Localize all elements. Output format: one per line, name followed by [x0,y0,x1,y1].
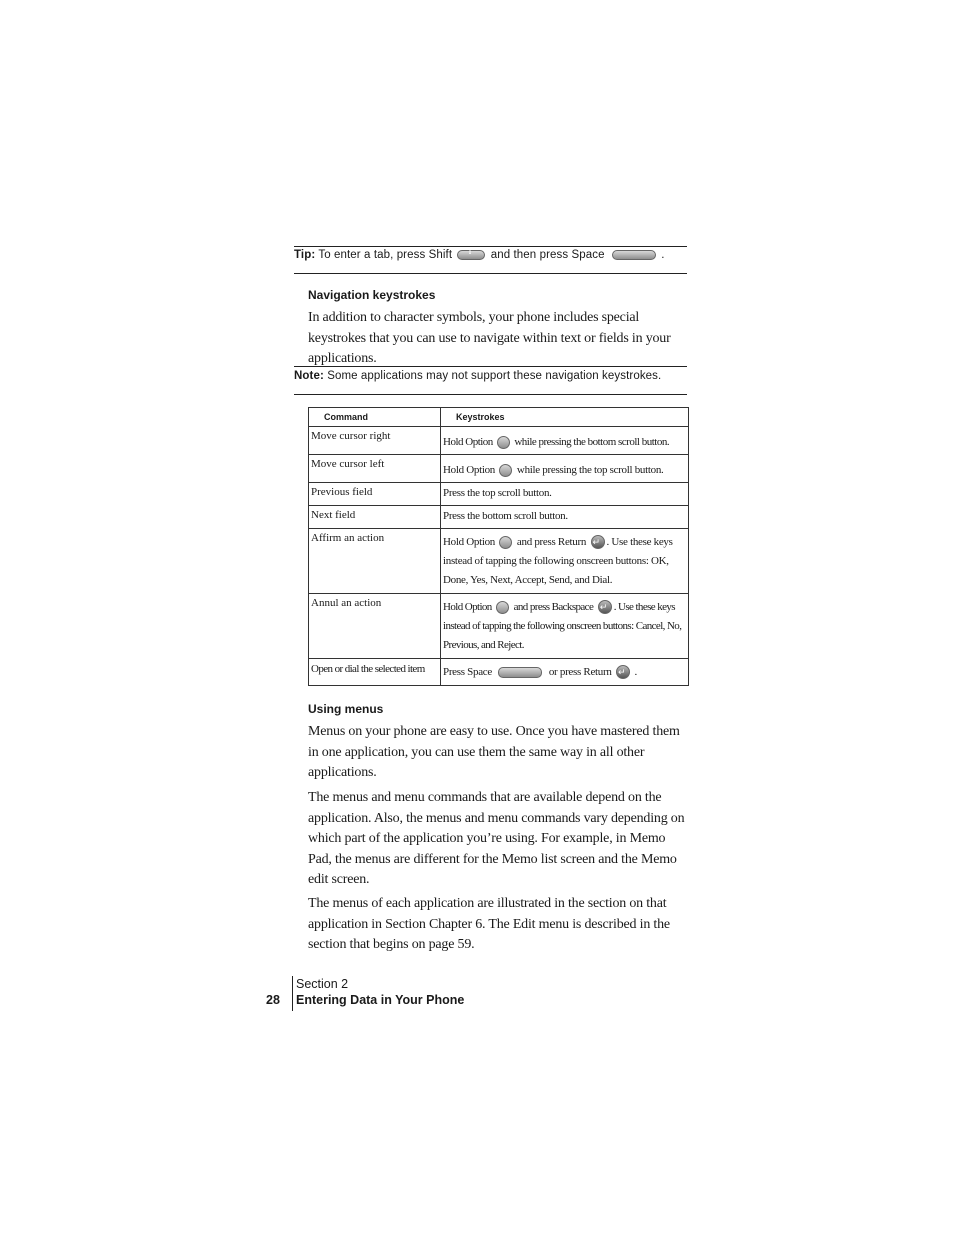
tip [294,249,665,261]
header-keystrokes: Keystrokes [441,408,689,427]
row-keystrokes: Press the bottom scroll button. [441,506,689,529]
row-keystrokes: Hold Option and press Return ↵ . Use these keys instead of tapping the following onscreen buttons: OK, Done, Yes, Next, Accept, Send, and Dial. [441,529,689,594]
table-row [309,427,689,455]
backspace-key-icon [598,600,612,614]
nav-paragraph: In addition to character symbols, your phone includes special keystrokes that you can use to navigate within text or fields in your applications. [308,310,671,366]
footer-title: Entering Data in Your Phone [296,993,465,1007]
option-key-icon [499,536,512,549]
space-key-icon [612,250,656,260]
row-command: Annul an action [309,594,441,659]
header-command: Command [309,408,441,427]
note [294,370,661,382]
return-key-icon [616,665,630,679]
table-row [309,594,689,659]
space-key-icon [498,667,542,678]
tip-top-rule [294,246,687,247]
row-command: Affirm an action [309,529,441,594]
table-row [309,483,689,506]
shift-key-icon [457,250,485,260]
return-key-icon [591,535,605,549]
tip-label: Tip: [294,249,316,261]
tip-text-middle: and then press Space [490,249,605,261]
table-row [309,455,689,483]
menus-paragraph-2: The menus and menu commands that are available depend on the application. Also, the menus and menu commands vary depending on which part of the application you’re using. For example, in Memo Pad, the menus are different for the Memo list screen and the Memo edit screen. [308,790,685,887]
table-row [309,659,689,686]
tip-text-end: . [661,249,665,261]
row-keystrokes: Press Space or press Return ↵ . [441,659,689,686]
keystrokes-table [308,407,689,686]
option-key-icon [496,601,509,614]
row-keystrokes: Hold Option while pressing the bottom scroll button. [441,427,689,455]
tip-bottom-rule [294,273,687,274]
table-header-row [309,408,689,427]
table-row [309,506,689,529]
nav-heading: Navigation keystrokes [308,288,436,302]
note-bottom-rule [294,394,687,395]
page-number: 28 [266,993,280,1007]
menus-paragraph-3: The menus of each application are illustrated in the section on that application in Section Chapter 6. The Edit menu is described in the section that begins on page 59. [308,896,670,952]
row-keystrokes: Press the top scroll button. [441,483,689,506]
footer-rule [292,976,293,1011]
option-key-icon [497,436,510,449]
table-row [309,529,689,594]
note-top-rule [294,366,687,367]
option-key-icon [499,464,512,477]
menus-heading: Using menus [308,702,384,716]
note-text: Some applications may not support these navigation keystrokes. [327,370,662,382]
menus-paragraph-1: Menus on your phone are easy to use. Once you have mastered them in one application, you can use them the same way in all other applications. [308,724,680,780]
row-command: Previous field [309,483,441,506]
row-command: Move cursor right [309,427,441,455]
row-command: Move cursor left [309,455,441,483]
row-keystrokes: Hold Option while pressing the top scroll button. [441,455,689,483]
tip-text-before: To enter a tab, press Shift [318,249,453,261]
note-label: Note: [294,370,324,382]
row-command: Next field [309,506,441,529]
footer-section: Section 2 [296,977,349,991]
row-command: Open or dial the selected item [309,659,441,686]
row-keystrokes: Hold Option and press Backspace ↵ . Use these keys instead of tapping the following onscreen buttons: Cancel, No, Previous, and Reject. [441,594,689,659]
